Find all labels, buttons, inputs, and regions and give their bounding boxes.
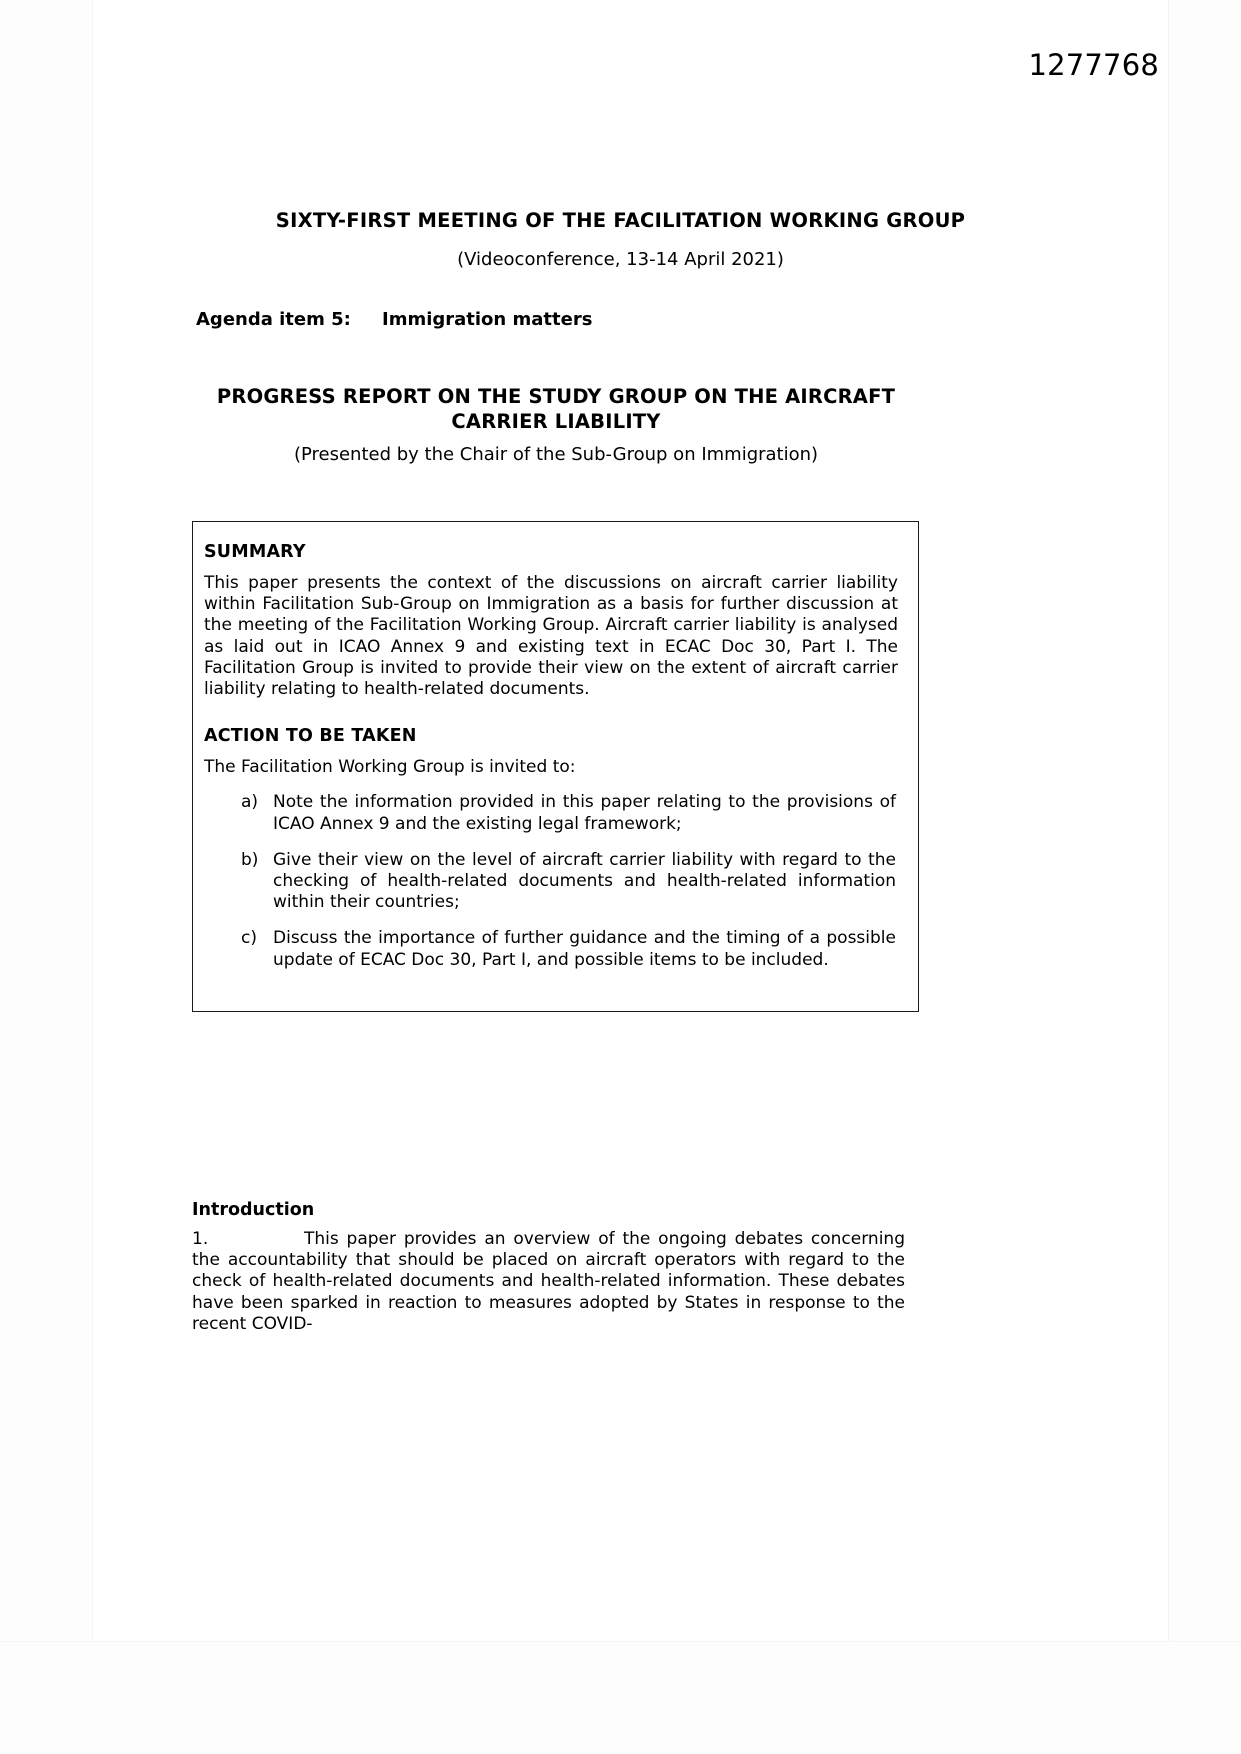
- action-text-a: Note the information provided in this paper relating to the provisions of ICAO Annex 9 and the existing legal framework;: [273, 792, 896, 834]
- summary-text: This paper presents the context of the discussions on aircraft carrier liability within Facilitation Sub-Group on Immigration as a basis for further discussion at the meeting of the Facilitation Working Group. Aircraft carrier liability is analysed as laid out in ICAO Annex 9 and existing text in ECAC Doc 30, Part I. The Facilitation Group is invited to provide their view on the extent of aircraft carrier liability relating to health-related documents.: [204, 573, 898, 700]
- action-marker-c: c): [241, 928, 257, 949]
- summary-box-inner: [193, 522, 918, 971]
- summary-box: [192, 521, 919, 1012]
- introduction-paragraph: [192, 1229, 905, 1335]
- document-number: 1277768: [1028, 48, 1159, 82]
- action-item-c: [234, 928, 896, 970]
- introduction-heading: Introduction: [192, 1200, 315, 1220]
- paragraph-number: 1.: [192, 1229, 209, 1249]
- action-item-b: [234, 850, 896, 914]
- meeting-subtitle: (Videoconference, 13-14 April 2021): [457, 249, 784, 270]
- action-heading: ACTION TO BE TAKEN: [204, 726, 417, 747]
- paper-title: PROGRESS REPORT ON THE STUDY GROUP ON THE AIRCRAFT CARRIER LIABILITY: [216, 385, 896, 433]
- agenda-item-value: Immigration matters: [382, 309, 593, 330]
- paper-presenter: (Presented by the Chair of the Sub-Group on Immigration): [293, 444, 819, 465]
- meeting-title: SIXTY-FIRST MEETING OF THE FACILITATION WORKING GROUP: [275, 209, 966, 232]
- action-text-c: Discuss the importance of further guidance and the timing of a possible update of ECAC Doc 30, Part I, and possible items to be included.: [273, 928, 896, 970]
- action-list-wrap: [204, 792, 898, 970]
- action-item-a: [234, 792, 896, 834]
- action-lead-text: The Facilitation Working Group is invited to:: [204, 757, 576, 778]
- action-list: [234, 792, 896, 970]
- agenda-item-label: Agenda item 5:: [196, 309, 351, 330]
- agenda-row: [196, 309, 592, 330]
- paragraph-text: This paper provides an overview of the ongoing debates concerning the accountability that should be placed on aircraft operators with regard to the check of health-related documents and health-related information. These debates have been sparked in reaction to measures adopted by States in response to the recent COVID-: [192, 1229, 905, 1334]
- action-marker-b: b): [241, 849, 259, 870]
- scan-edge-bottom: [0, 1641, 1241, 1754]
- summary-heading: SUMMARY: [204, 542, 306, 562]
- action-marker-a: a): [241, 792, 259, 813]
- action-text-b: Give their view on the level of aircraft carrier liability with regard to the checking of health-related documents and health-related information within their countries;: [273, 849, 896, 913]
